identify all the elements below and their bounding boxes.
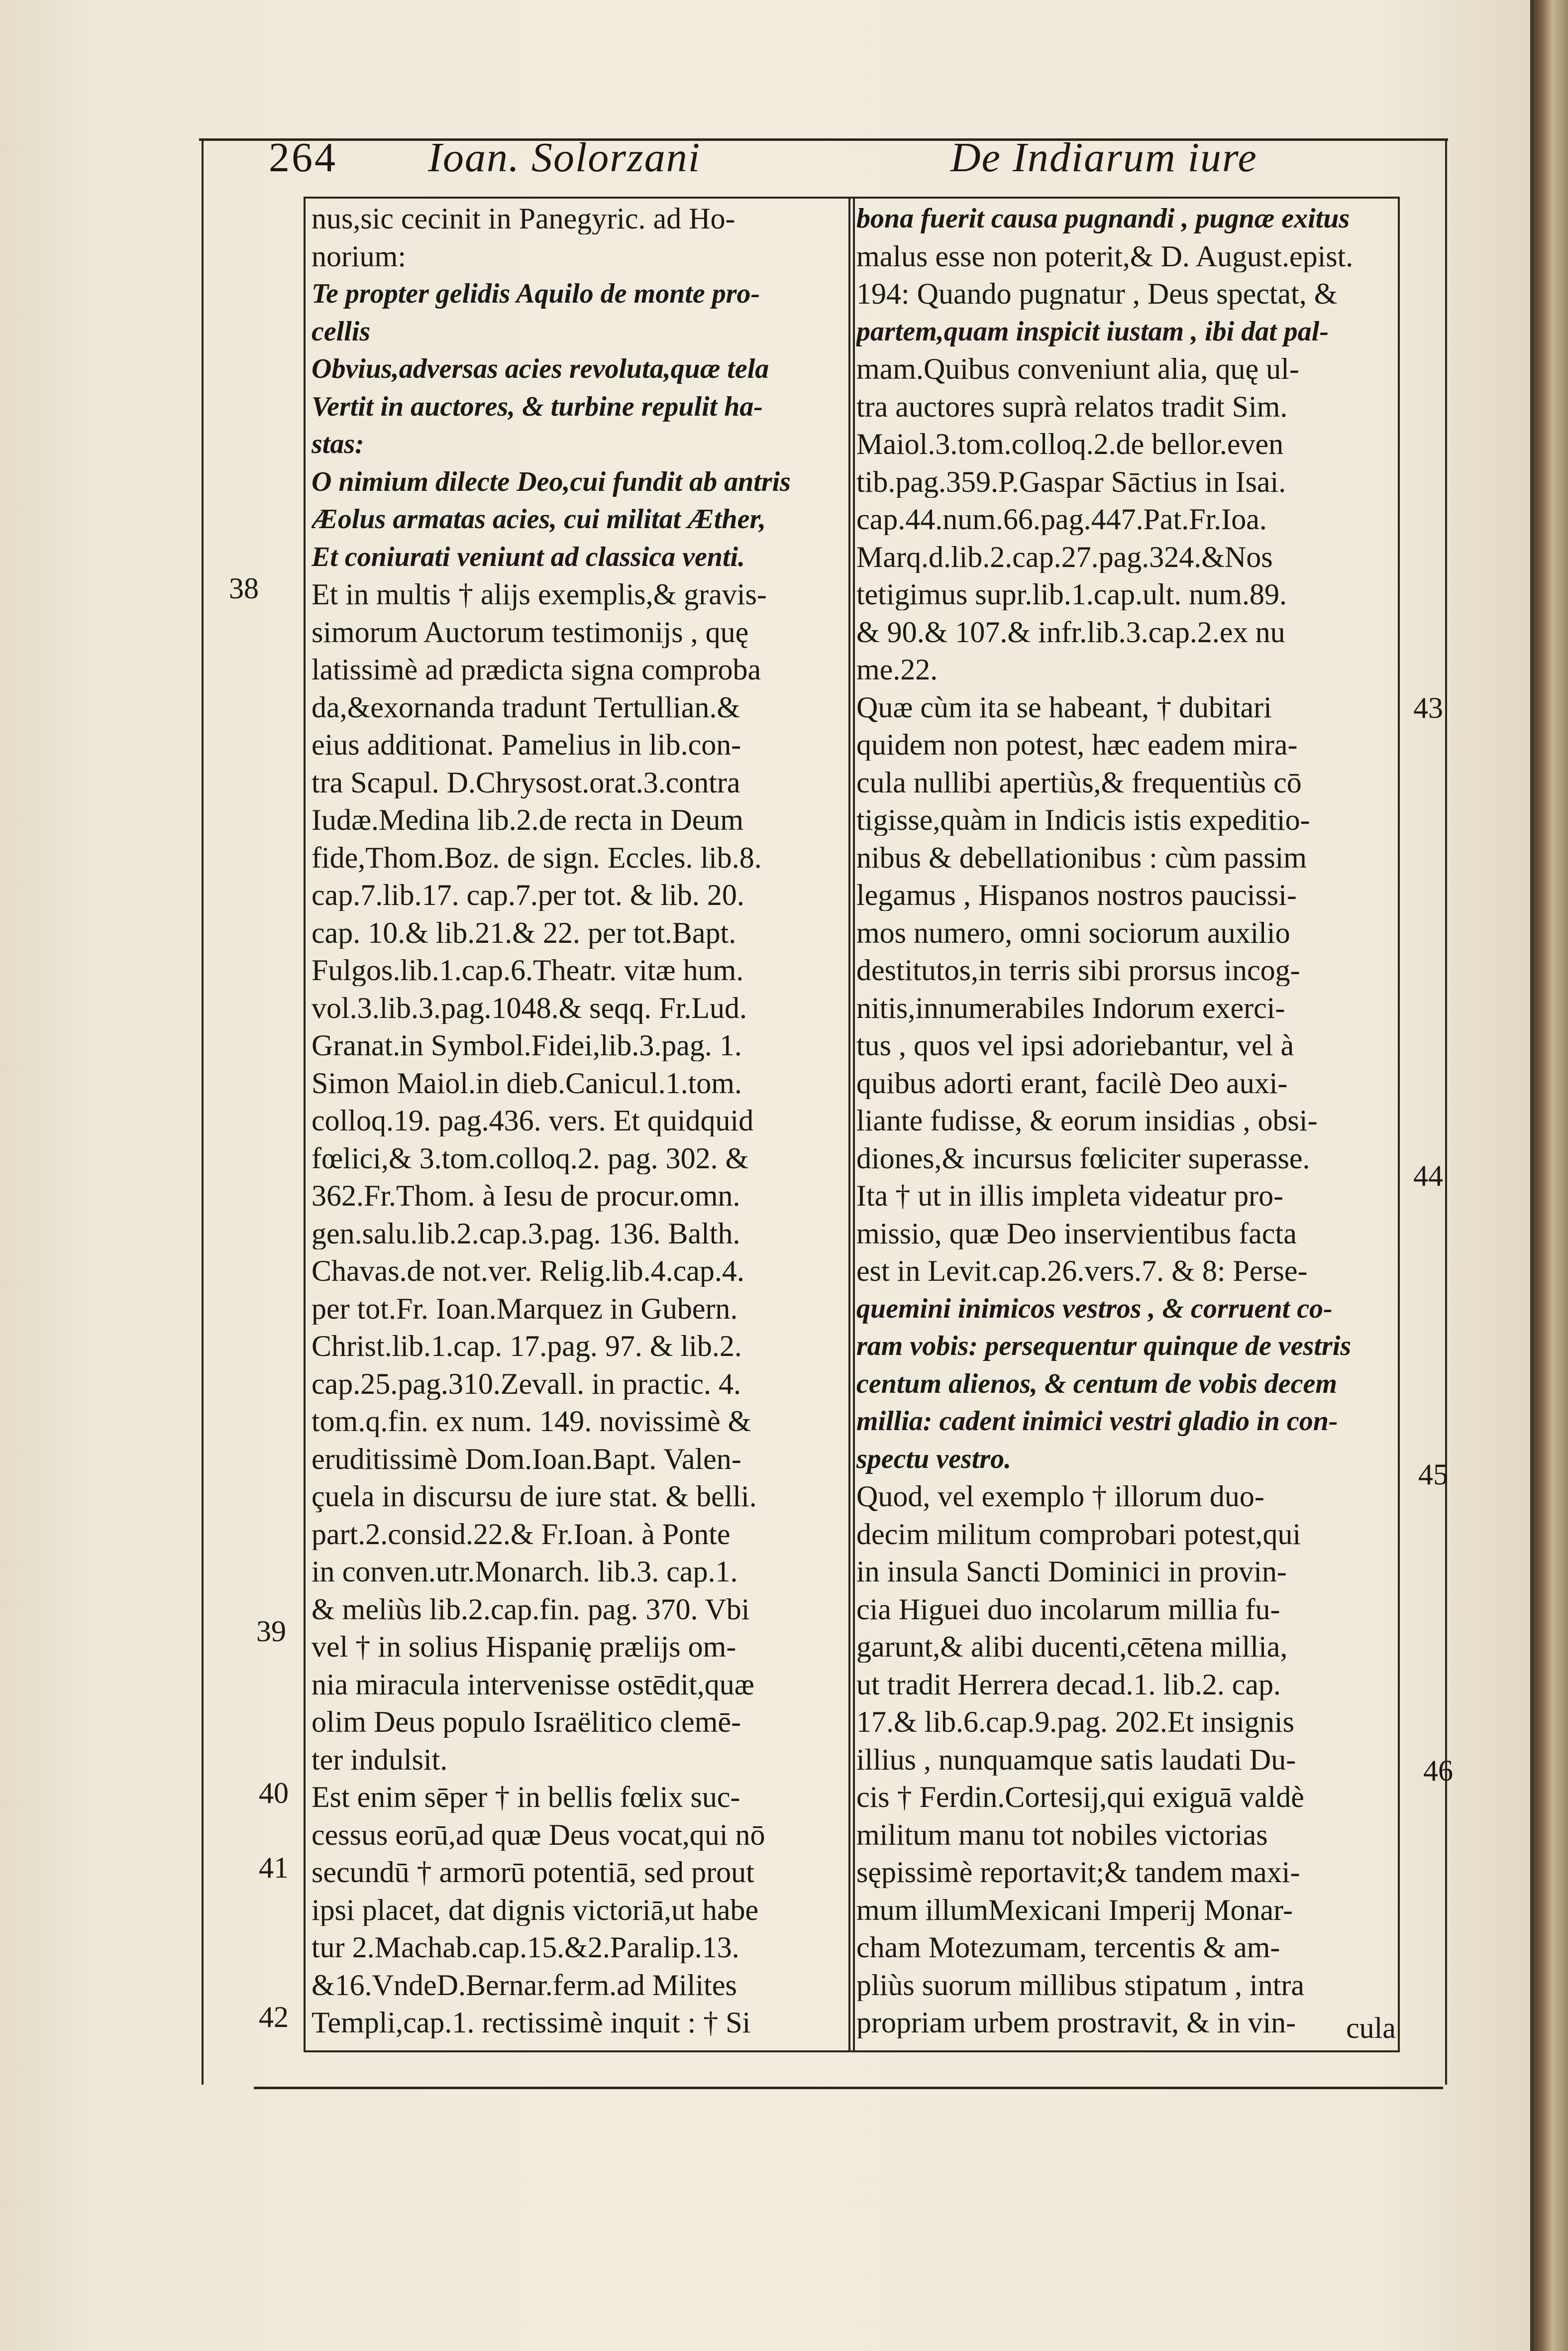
text-line: ram vobis: persequentur quinque de vestris xyxy=(856,1331,1352,1361)
text-line: &16.VndeD.Bernar.ferm.ad Milites xyxy=(312,1969,737,2001)
text-line: cellis xyxy=(312,316,371,347)
text-line: quibus adorti erant, facilè Deo auxi- xyxy=(856,1067,1288,1099)
right-column xyxy=(848,197,1400,2052)
text-line: & 90.& 107.& infr.lib.3.cap.2.ex nu xyxy=(856,616,1285,648)
text-line: 362.Fr.Thom. à Iesu de procur.omn. xyxy=(312,1180,740,1212)
text-line: garunt,& alibi ducenti,cētena millia, xyxy=(856,1631,1288,1663)
text-line: Granat.in Symbol.Fidei,lib.3.pag. 1. xyxy=(312,1029,742,1061)
text-line: bona fuerit causa pugnandi , pugnæ exitus xyxy=(856,203,1350,234)
text-line: Quod, vel exemplo † illorum duo- xyxy=(856,1480,1264,1512)
text-line: Ita † ut in illis impleta videatur pro- xyxy=(856,1180,1284,1212)
text-line: tra auctores suprà relatos tradit Sim. xyxy=(856,390,1288,423)
footer-rule xyxy=(254,2087,1443,2089)
margin-number-42: 42 xyxy=(259,2001,289,2033)
text-line: cap.25.pag.310.Zevall. in practic. 4. xyxy=(312,1367,741,1400)
text-line: quemini inimicos vestros , & corruent co- xyxy=(856,1293,1333,1324)
margin-number-44: 44 xyxy=(1413,1159,1443,1192)
text-line: ter indulsit. xyxy=(312,1743,448,1776)
margin-number-41: 41 xyxy=(259,1851,289,1884)
catchword: cula xyxy=(1346,2012,1396,2044)
text-line: tib.pag.359.P.Gaspar Sāctius in Isai. xyxy=(856,465,1286,498)
text-line: mos numero, omni sociorum auxilio xyxy=(856,916,1290,949)
text-line: centum alienos, & centum de vobis decem xyxy=(856,1368,1337,1399)
text-line: eius additionat. Pamelius in lib.con- xyxy=(312,729,741,761)
text-line: in insula Sancti Dominici in provin- xyxy=(856,1556,1287,1587)
text-line: ut tradit Herrera decad.1. lib.2. cap. xyxy=(856,1668,1281,1700)
text-line: Et coniurati veniunt ad classica venti. xyxy=(312,541,745,572)
text-line: norium: xyxy=(312,240,406,272)
text-line: cis † Ferdin.Cortesij,qui exiguā valdè xyxy=(856,1781,1304,1813)
text-line: vol.3.lib.3.pag.1048.& seqq. Fr.Lud. xyxy=(312,992,747,1024)
text-line: partem,quam inspicit iustam , ibi dat pal- xyxy=(856,316,1329,347)
text-line: stas: xyxy=(312,429,364,459)
text-line: me.22. xyxy=(856,654,938,685)
text-line: cap. 10.& lib.21.& 22. per tot.Bapt. xyxy=(312,916,736,949)
text-line: cessus eorū,ad quæ Deus vocat,qui nō xyxy=(312,1818,765,1851)
text-line: secundū † armorū potentiā, sed prout xyxy=(312,1856,754,1888)
running-title: De Indiarum iure xyxy=(950,134,1257,181)
text-line: gen.salu.lib.2.cap.3.pag. 136. Balth. xyxy=(312,1217,740,1249)
text-line: malus esse non poterit,& D. August.epist. xyxy=(856,240,1354,272)
page-number: 264 xyxy=(269,134,337,181)
margin-number-39: 39 xyxy=(256,1615,286,1648)
text-line: legamus , Hispanos nostros paucissi- xyxy=(856,879,1297,911)
text-line: colloq.19. pag.436. vers. Et quidquid xyxy=(312,1105,754,1136)
text-line: nus,sic cecinit in Panegyric. ad Ho- xyxy=(312,203,735,234)
margin-number-43: 43 xyxy=(1413,691,1443,724)
margin-number-45: 45 xyxy=(1418,1458,1448,1491)
text-line: quidem non potest, hæc eadem mira- xyxy=(856,729,1298,761)
text-line: tom.q.fin. ex num. 149. novissimè & xyxy=(312,1405,751,1437)
left-column xyxy=(304,197,855,2052)
text-line: mam.Quibus conveniunt alia, quę ul- xyxy=(856,353,1299,385)
running-author: Ioan. Solorzani xyxy=(428,134,701,181)
text-line: liante fudisse, & eorum insidias , obsi- xyxy=(856,1105,1318,1136)
text-line: Templi,cap.1. rectissimè inquit : † Si xyxy=(312,2007,751,2038)
text-line: 17.& lib.6.cap.9.pag. 202.Et insignis xyxy=(856,1706,1294,1738)
text-line: & meliùs lib.2.cap.fin. pag. 370. Vbi xyxy=(312,1593,750,1625)
text-line: ipsi placet, dat dignis victoriā,ut habe xyxy=(312,1894,759,1926)
text-line: cap.7.lib.17. cap.7.per tot. & lib. 20. xyxy=(312,879,744,911)
text-line: propriam urbem prostravit, & in vin- xyxy=(856,2007,1296,2038)
text-line: simorum Auctorum testimonijs , quę xyxy=(312,616,749,648)
text-line: diones,& incursus fœliciter superasse. xyxy=(856,1142,1310,1174)
text-line: Quæ cùm ita se habeant, † dubitari xyxy=(856,691,1272,723)
text-line: Chavas.de not.ver. Relig.lib.4.cap.4. xyxy=(312,1255,744,1287)
text-line: nibus & debellationibus : cùm passim xyxy=(856,841,1307,874)
text-line: Vertit in auctores, & turbine repulit ha- xyxy=(312,391,763,422)
text-line: Christ.lib.1.cap. 17.pag. 97. & lib.2. xyxy=(312,1330,742,1362)
text-line: tra Scapul. D.Chrysost.orat.3.contra xyxy=(312,766,740,798)
text-line: spectu vestro. xyxy=(856,1443,1012,1474)
page-edge xyxy=(1530,0,1568,2351)
text-line: da,&exornanda tradunt Tertullian.& xyxy=(312,691,740,723)
text-line: Maiol.3.tom.colloq.2.de bellor.even xyxy=(856,428,1284,460)
text-line: Te propter gelidis Aquilo de monte pro- xyxy=(312,278,760,309)
text-line: tetigimus supr.lib.1.cap.ult. num.89. xyxy=(856,578,1287,610)
text-line: çuela in discursu de iure stat. & belli. xyxy=(312,1480,757,1512)
text-line: mum illumMexicani Imperij Monar- xyxy=(856,1894,1293,1926)
text-line: tus , quos vel ipsi adoriebantur, vel à xyxy=(856,1029,1294,1061)
text-line: cham Motezumam, tercentis & am- xyxy=(856,1931,1280,1963)
text-line: latissimè ad prædicta signa comproba xyxy=(312,654,761,685)
margin-number-38: 38 xyxy=(229,572,259,605)
text-line: nia miracula intervenisse ostēdit,quæ xyxy=(312,1668,754,1700)
text-line: missio, quæ Deo inservientibus facta xyxy=(856,1217,1297,1249)
text-line: cula nullibi apertiùs,& frequentiùs cō xyxy=(856,766,1302,798)
text-line: illius , nunquamque satis laudati Du- xyxy=(856,1743,1296,1776)
text-line: Est enim sēper † in bellis fœlix suc- xyxy=(312,1781,740,1813)
margin-number-40: 40 xyxy=(259,1777,289,1809)
text-line: cia Higuei duo incolarum millia fu- xyxy=(856,1593,1280,1625)
text-line: 194: Quando pugnatur , Deus spectat, & xyxy=(856,278,1338,310)
text-line: O nimium dilecte Deo,cui fundit ab antris xyxy=(312,466,791,497)
text-line: eruditissimè Dom.Ioan.Bapt. Valen- xyxy=(312,1443,741,1475)
text-line: per tot.Fr. Ioan.Marquez in Gubern. xyxy=(312,1292,738,1325)
text-line: fide,Thom.Boz. de sign. Eccles. lib.8. xyxy=(312,841,762,874)
text-line: sępissimè reportavit;& tandem maxi- xyxy=(856,1856,1300,1888)
text-line: olim Deus populo Israëlitico clemē- xyxy=(312,1706,741,1738)
text-line: in conven.utr.Monarch. lib.3. cap.1. xyxy=(312,1556,738,1587)
text-line: part.2.consid.22.& Fr.Ioan. à Ponte xyxy=(312,1518,731,1550)
text-line: fœlici,& 3.tom.colloq.2. pag. 302. & xyxy=(312,1142,749,1174)
text-line: decim militum comprobari potest,qui xyxy=(856,1518,1301,1550)
running-header xyxy=(264,130,1418,185)
text-line: est in Levit.cap.26.vers.7. & 8: Perse- xyxy=(856,1255,1308,1287)
text-line: tur 2.Machab.cap.15.&2.Paralip.13. xyxy=(312,1931,739,1963)
margin-number-46: 46 xyxy=(1423,1754,1453,1787)
text-line: Simon Maiol.in dieb.Canicul.1.tom. xyxy=(312,1067,742,1099)
text-line: Fulgos.lib.1.cap.6.Theatr. vitæ hum. xyxy=(312,954,744,986)
text-line: tigisse,quàm in Indicis istis expeditio- xyxy=(856,804,1310,836)
text-line: millia: cadent inimici vestri gladio in con- xyxy=(856,1406,1338,1437)
text-line: Et in multis † alijs exemplis,& gravis- xyxy=(312,578,767,610)
text-line: Obvius,adversas acies revoluta,quæ tela xyxy=(312,353,769,384)
text-line: Iudæ.Medina lib.2.de recta in Deum xyxy=(312,804,744,836)
text-line: vel † in solius Hispanię prælijs om- xyxy=(312,1631,736,1663)
text-line: Æolus armatas acies, cui militat Æther, xyxy=(312,504,766,535)
text-line: nitis,innumerabiles Indorum exerci- xyxy=(856,992,1285,1024)
text-line: Marq.d.lib.2.cap.27.pag.324.&Nos xyxy=(856,541,1273,573)
text-line: cap.44.num.66.pag.447.Pat.Fr.Ioa. xyxy=(856,503,1267,535)
text-line: destitutos,in terris sibi prorsus incog- xyxy=(856,954,1300,986)
text-line: pliùs suorum millibus stipatum , intra xyxy=(856,1969,1304,2001)
text-line: militum manu tot nobiles victorias xyxy=(856,1818,1268,1851)
